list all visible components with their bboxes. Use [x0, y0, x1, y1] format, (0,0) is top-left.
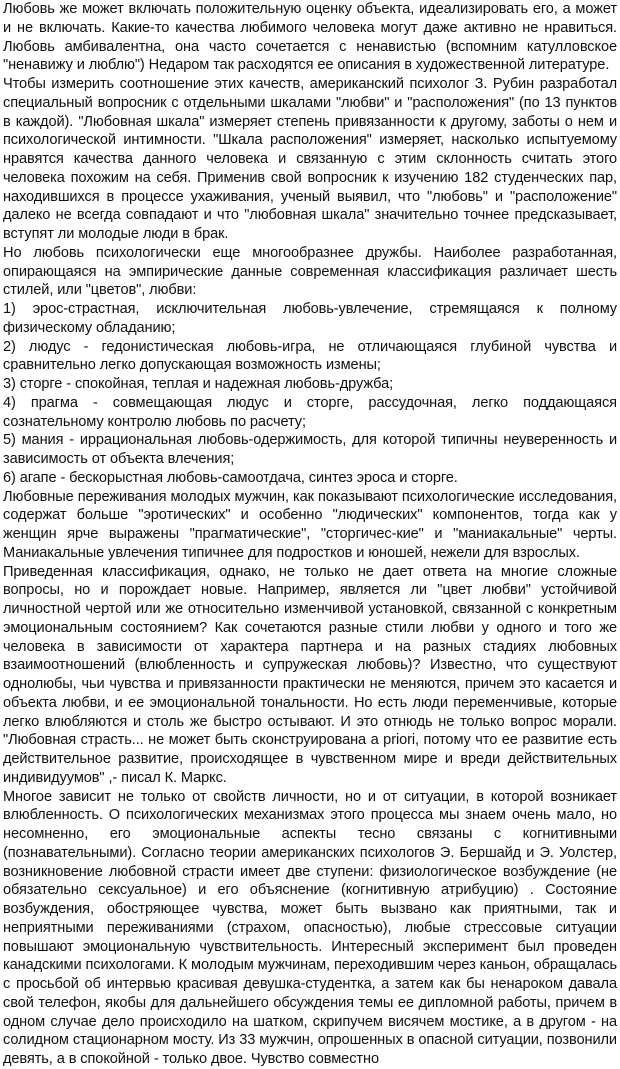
list-item-agape: 6) агапе - бескорыстная любовь-самоотдача, синтез эроса и сторге.: [3, 469, 458, 486]
paragraph-situation-experiment: Многое зависит не только от свойств личности, но и от ситуации, в которой возникает влюбленность. О психологических механизмах этого процесса мы знаем очень мало, но несомненно, его эмоциональные аспекты тесно связаны с когнитивными (познавательными). Согласно теории американских психологов Э. Бершайд и Э. Уолстер, возникновение любовной страсти имеет две ступени: физиологическое возбуждение (не обязательно сексуальное) и его объяснение (когнитивную атрибуцию) . Состояние возбуждения, обостряющее чувства, может быть вызвано как приятными, так и неприятными переживаниями (страхом, опасностью), любые стрессовые ситуации повышают эмоциональную чувствительность. Интересный эксперимент был проведен канадскими психологами. К молодым мужчинам, переходившим через каньон, обращалась с просьбой об интервью красивая девушка-студентка, а затем как бы ненароком давала свой телефон, якобы для дальнейшего обсуждения темы ее дипломной работы, причем в одном случае дело происходило на шатком, скрипучем висячем мостике, а в другом - на солидном стационарном мосту. Из 33 мужчин, опрошенных в опасной ситуации, позвонили девять, а в спокойной - только двое. Чувство совместно: [3, 788, 617, 1067]
paragraph-gender-differences: Любовные переживания молодых мужчин, как показывают психологические исследования, содержат больше "эротических" и особенно "людических" компонентов, тогда как у женщин ярче выражены "прагматические", "сторгичес-кие" и "маниакальные" черты. Маниакальные увлечения типичнее для подростков и юношей, нежели для взрослых.: [3, 488, 617, 561]
list-item-storge: 3) сторге - спокойная, теплая и надежная любовь-дружба;: [3, 376, 394, 392]
list-item-eros: 1) эрос-страстная, исключительная любовь-увлечение, стремящаяся к полному физическому обладанию;: [3, 301, 617, 336]
list-item-ludus: 2) людус - гедонистическая любовь-игра, не отличающаяся глубиной чувства и сравнительно легко допускающая возможность измены;: [3, 338, 617, 374]
paragraph-love-styles-intro: Но любовь психологически еще многообразнее дружбы. Наиболее разработанная, опирающаяся на эмпирические данные современная классификация различает шесть стилей, или "цветов", любви:: [3, 244, 617, 299]
list-item-mania: 5) мания - иррациональная любовь-одержимость, для которой типичны неуверенность и зависимость от объекта влечения;: [3, 432, 617, 467]
list-item-pragma: 4) прагма - совмещающая людус и сторге, рассудочная, легко поддающаяся сознательному контролю любовь по расчету;: [3, 394, 617, 430]
paragraph-classification-questions: Приведенная классификация, однако, не только не дает ответа на многие сложные вопросы, но и порождает новые. Например, является ли "цвет любви" устойчивой личностной чертой или же относительно изменчивой установкой, связанной с конкретным эмоциональным состоянием? Как сочетаются разные стили любви у одного и того же человека в зависимости от характера партнера и на разных стадиях любовных взаимоотношений (влюбленность и супружеская любовь)? Известно, что существуют однолюбы, чьи чувства и привязанности практически не меняются, причем это касается и объекта любви, и ее эмоциональной тональности. Но есть люди переменчивые, которые легко влюбляются и столь же быстро остывают. И это отнюдь не только вопрос морали. "Любовная страсть... не может быть сконструирована a priori, потому что ее развитие есть действительное развитие, происходящее в чувственном мире и вреди действительных индивидуумов" ,- писал К. Маркс.: [3, 563, 617, 786]
paragraph-rubin-scale: Чтобы измерить соотношение этих качеств, американский психолог З. Рубин разработал специальный вопросник с отдельными шкалами "любви" и "расположения" (по 13 пунктов в каждой). "Любовная шкала" измеряет степень привязанности к другому, заботы о нем и психологической интимности. "Шкала расположения" измеряет, насколько испытуемому нравятся качества данного человека и связанную с этим склонность считать этого человека похожим на себя. Применив свой вопросник к изучению 182 студенческих пар, находившихся в процессе ухаживания, ученый выявил, что "любовь" и "расположение" далеко не всегда совпадают и что "любовная шкала" значительно точнее предсказывает, вступят ли молодые люди в брак.: [3, 76, 617, 242]
paragraph-intro: Любовь же может включать положительную оценку объекта, идеализировать его, а может и не включать. Какие-то качества любимого человека могут даже активно не нравиться. Любовь амбивалентна, она часто сочетается с ненавистью (вспомним катулловское "ненавижу и люблю") Недаром так расходятся ее описания в художественной литературе.: [3, 1, 617, 74]
document-page: [3, 0, 617, 1069]
